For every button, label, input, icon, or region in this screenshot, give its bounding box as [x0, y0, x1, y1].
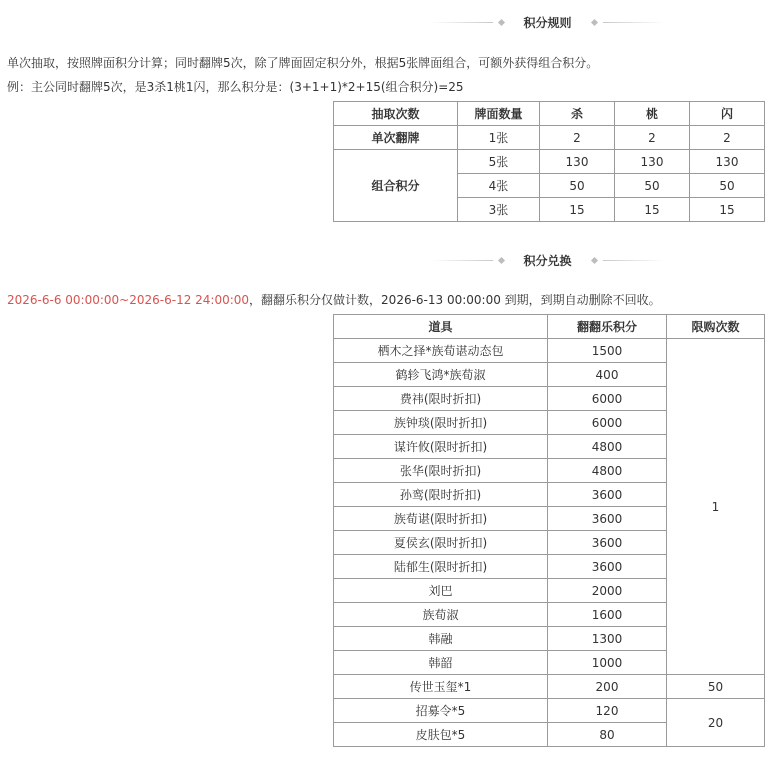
table-row	[334, 126, 765, 150]
item-name-cell: 族钟琰(限时折扣)	[334, 411, 548, 435]
table-row	[334, 339, 765, 363]
exchange-notice-text: ，翻翻乐积分仅做计数，2026-6-13 00:00:00 到期，到期自动删除不回收。	[249, 293, 661, 307]
rules-table	[333, 101, 765, 222]
item-name-cell: 栖木之择*族荀谌动态包	[334, 339, 548, 363]
item-name-cell: 刘巴	[334, 579, 548, 603]
item-name-cell: 招募令*5	[334, 699, 548, 723]
table-row	[334, 675, 765, 699]
header-item: 道具	[334, 315, 548, 339]
item-name-cell: 韩融	[334, 627, 548, 651]
table-cell: 50	[690, 174, 765, 198]
points-cell: 4800	[548, 435, 667, 459]
points-cell: 3600	[548, 531, 667, 555]
points-cell: 1600	[548, 603, 667, 627]
table-cell: 2	[615, 126, 690, 150]
points-cell: 200	[548, 675, 667, 699]
header-shan: 闪	[690, 102, 765, 126]
points-cell: 120	[548, 699, 667, 723]
table-cell: 15	[690, 198, 765, 222]
points-cell: 4800	[548, 459, 667, 483]
points-cell: 1500	[548, 339, 667, 363]
diamond-icon	[497, 18, 504, 25]
title-line-right	[603, 260, 666, 261]
points-cell: 400	[548, 363, 667, 387]
exchange-notice	[7, 292, 661, 308]
limit-cell: 1	[667, 339, 765, 675]
item-name-cell: 夏侯玄(限时折扣)	[334, 531, 548, 555]
table-cell: 2	[690, 126, 765, 150]
table-cell: 50	[615, 174, 690, 198]
table-cell: 1张	[458, 126, 540, 150]
points-cell: 1000	[548, 651, 667, 675]
table-cell: 4张	[458, 174, 540, 198]
header-limit: 限购次数	[667, 315, 765, 339]
table-cell: 130	[615, 150, 690, 174]
points-cell: 3600	[548, 507, 667, 531]
diamond-icon	[497, 256, 504, 263]
item-name-cell: 韩韶	[334, 651, 548, 675]
header-sha: 杀	[540, 102, 615, 126]
diamond-icon	[590, 18, 597, 25]
item-name-cell: 张华(限时折扣)	[334, 459, 548, 483]
table-header-row	[334, 102, 765, 126]
table-cell: 3张	[458, 198, 540, 222]
table-row	[334, 150, 765, 174]
item-name-cell: 族荀淑	[334, 603, 548, 627]
item-name-cell: 族荀谌(限时折扣)	[334, 507, 548, 531]
points-cell: 80	[548, 723, 667, 747]
table-cell: 130	[690, 150, 765, 174]
header-card-count: 牌面数量	[458, 102, 540, 126]
points-cell: 3600	[548, 555, 667, 579]
table-cell: 5张	[458, 150, 540, 174]
combo-points-label: 组合积分	[334, 150, 458, 222]
rules-description: 单次抽取，按照牌面积分计算；同时翻牌5次，除了牌面固定积分外，根据5张牌面组合，可额外获得组合积分。	[7, 56, 599, 70]
table-cell: 15	[615, 198, 690, 222]
rules-example: 例：主公同时翻牌5次，是3杀1桃1闪，那么积分是：(3+1+1)*2+15(组合积分)=25	[7, 80, 464, 94]
single-flip-label: 单次翻牌	[334, 126, 458, 150]
rules-section-title	[430, 12, 665, 32]
diamond-icon	[590, 256, 597, 263]
item-name-cell: 费祎(限时折扣)	[334, 387, 548, 411]
item-name-cell: 陆郁生(限时折扣)	[334, 555, 548, 579]
table-cell: 50	[540, 174, 615, 198]
limit-cell: 20	[667, 699, 765, 747]
header-tao: 桃	[615, 102, 690, 126]
points-cell: 3600	[548, 483, 667, 507]
item-name-cell: 皮肤包*5	[334, 723, 548, 747]
title-line-right	[603, 22, 666, 23]
title-line-left	[430, 22, 493, 23]
points-cell: 1300	[548, 627, 667, 651]
exchange-section-title	[430, 250, 665, 270]
item-name-cell: 谋许攸(限时折扣)	[334, 435, 548, 459]
points-cell: 6000	[548, 387, 667, 411]
exchange-title-text: 积分兑换	[523, 253, 572, 268]
table-cell: 130	[540, 150, 615, 174]
points-cell: 2000	[548, 579, 667, 603]
header-points: 翻翻乐积分	[548, 315, 667, 339]
table-cell: 15	[540, 198, 615, 222]
item-name-cell: 鹤轸飞鸿*族荀淑	[334, 363, 548, 387]
item-name-cell: 孙鸾(限时折扣)	[334, 483, 548, 507]
item-name-cell: 传世玉玺*1	[334, 675, 548, 699]
table-row	[334, 699, 765, 723]
title-line-left	[430, 260, 493, 261]
limit-cell: 50	[667, 675, 765, 699]
exchange-table-body	[334, 339, 765, 747]
table-cell: 2	[540, 126, 615, 150]
event-date-range: 2026-6-6 00:00:00~2026-6-12 24:00:00	[7, 293, 250, 307]
header-draw-count: 抽取次数	[334, 102, 458, 126]
exchange-table	[333, 314, 765, 747]
table-header-row	[334, 315, 765, 339]
rules-title-text: 积分规则	[523, 15, 572, 30]
points-cell: 6000	[548, 411, 667, 435]
